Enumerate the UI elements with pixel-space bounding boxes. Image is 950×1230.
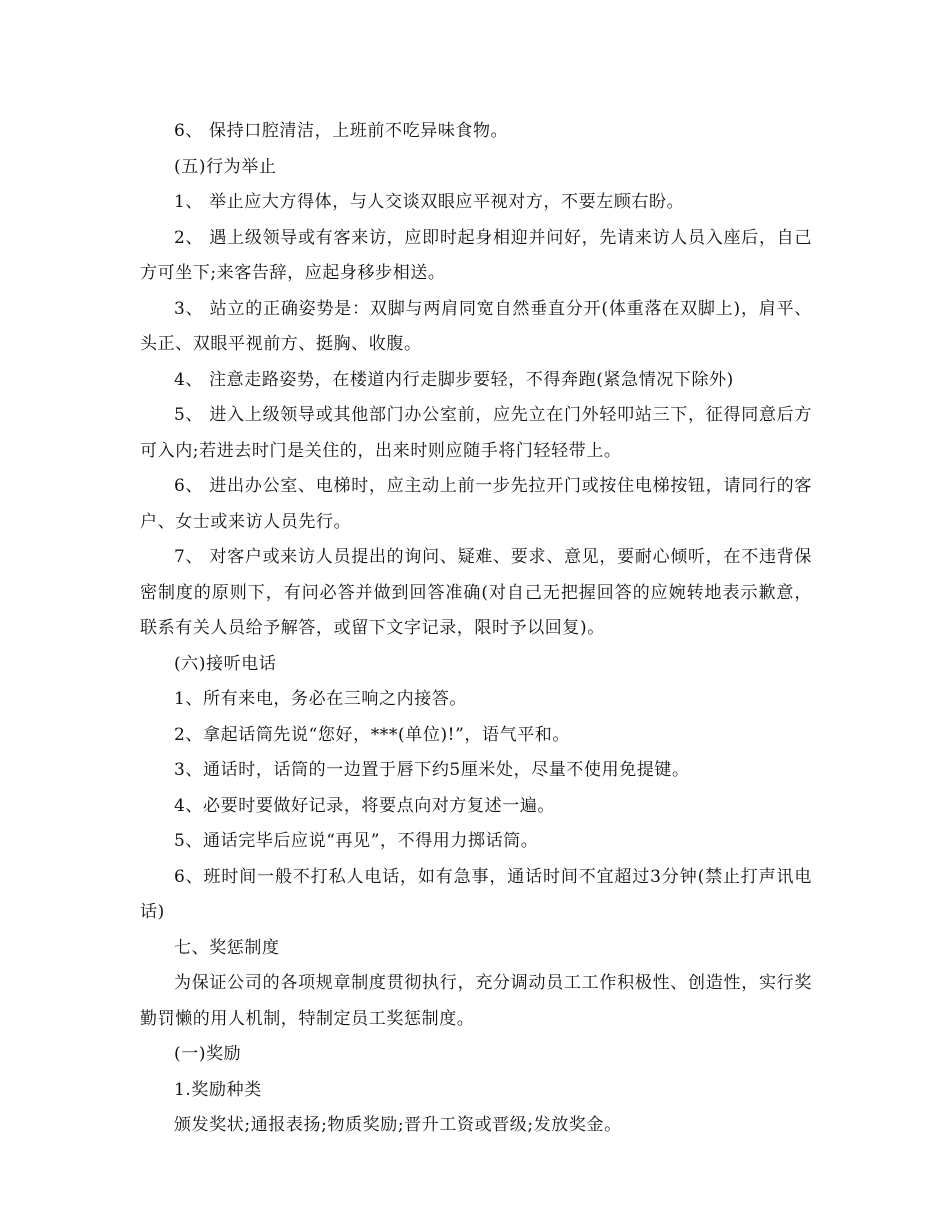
paragraph: 1、所有来电，务必在三响之内接答。 xyxy=(174,689,468,709)
section-heading: (一)奖励 xyxy=(174,1044,242,1064)
paragraph: 6、 进出办公室、电梯时，应主动上前一步先拉开门或按住电梯按钮，请同行的客户、女士或来访人员先行。 xyxy=(140,476,812,532)
paragraph: 颁发奖状;通报表扬;物质奖励;晋升工资或晋级;发放奖金。 xyxy=(174,1115,622,1135)
paragraph: 6、 保持口腔清洁，上班前不吃异味食物。 xyxy=(174,121,509,141)
section-heading: (六)接听电话 xyxy=(174,653,277,674)
paragraph: 4、 注意走路姿势，在楼道内行走脚步要轻，不得奔跑(紧急情况下除外) xyxy=(174,369,734,390)
paragraph: 为保证公司的各项规章制度贯彻执行，充分调动员工工作积极性、创造性，实行奖勤罚懒的用人机制，特制定员工奖惩制度。 xyxy=(140,973,812,1029)
section-heading: (五)行为举止 xyxy=(174,156,277,177)
subsection-heading: 1.奖励种类 xyxy=(174,1079,262,1100)
paragraph: 1、 举止应大方得体，与人交谈双眼应平视对方，不要左顾右盼。 xyxy=(174,192,685,212)
paragraph: 6、班时间一般不打私人电话，如有急事，通话时间不宜超过3分钟(禁止打声讯电话) xyxy=(140,866,812,922)
paragraph: 2、拿起话筒先说“您好，***(单位)!”，语气平和。 xyxy=(174,724,570,745)
paragraph: 2、 遇上级领导或有客来访，应即时起身相迎并问好，先请来访人员入座后，自己方可坐下;来客告辞，应起身移步相送。 xyxy=(140,227,812,283)
document-body xyxy=(140,114,812,1144)
paragraph: 3、通话时，话筒的一边置于唇下约5厘米处，尽量不使用免提键。 xyxy=(174,760,690,780)
paragraph: 3、 站立的正确姿势是：双脚与两肩同宽自然垂直分开(体重落在双脚上)，肩平、头正、双眼平视前方、挺胸、收腹。 xyxy=(140,298,812,354)
paragraph: 7、 对客户或来访人员提出的询问、疑难、要求、意见，要耐心倾听，在不违背保密制度的原则下，有问必答并做到回答准确(对自己无把握回答的应婉转地表示歉意，联系有关人员给予解答，或留下文字记录，限时予以回复)。 xyxy=(140,547,812,638)
paragraph: 5、通话完毕后应说“再见”，不得用力掷话筒。 xyxy=(174,831,539,851)
paragraph: 5、 进入上级领导或其他部门办公室前，应先立在门外轻叩站三下，征得同意后方可入内;若进去时门是关住的，出来时则应随手将门轻轻带上。 xyxy=(140,405,812,461)
paragraph: 4、必要时要做好记录，将要点向对方复述一遍。 xyxy=(174,795,556,816)
chapter-heading: 七、奖惩制度 xyxy=(174,937,280,958)
